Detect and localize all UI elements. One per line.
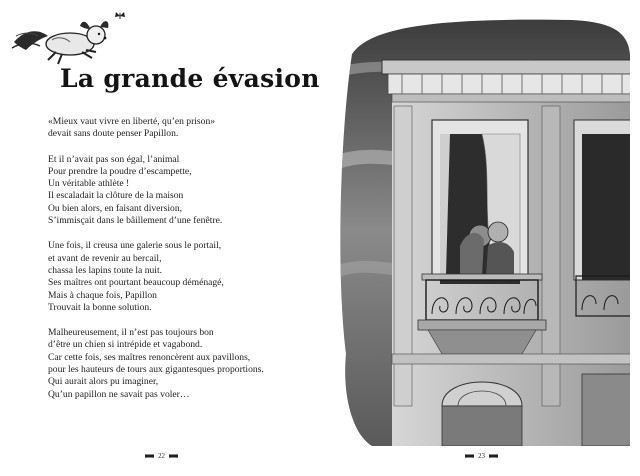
poem-line: Trouvait la bonne solution.	[48, 301, 152, 313]
poem-line: Pour prendre la poudre d’escampette,	[48, 165, 192, 177]
stanza	[48, 154, 310, 228]
poem-line: d’être un chien si intrépide et vagabond.	[48, 339, 203, 351]
bone-icon	[169, 454, 178, 458]
poem-line: Un véritable athlète !	[48, 178, 130, 190]
bone-icon	[465, 454, 474, 458]
page-number-right	[465, 452, 498, 460]
poem-line: Il escaladait la clôture de la maison	[48, 190, 184, 202]
running-dog-icon	[8, 8, 128, 68]
butterfly-icon	[115, 12, 125, 19]
bone-icon	[145, 454, 154, 458]
poem-line: chassa les lapins toute la nuit.	[48, 264, 163, 276]
balcony-illustration	[332, 14, 632, 446]
poem-line: Et il n’avait pas son égal, l’animal	[48, 153, 180, 165]
poem-line: Mais à chaque fois, Papillon	[48, 289, 157, 301]
poem-title: La grande évasion	[60, 64, 320, 93]
poem-body	[48, 116, 310, 414]
stanza	[48, 240, 310, 314]
page-number: 23	[478, 452, 485, 460]
poem-line: Ses maîtres ont pourtant beaucoup déménagé,	[48, 277, 224, 289]
poem-line: Ou bien alors, en faisant diversion,	[48, 202, 183, 214]
bone-icon	[489, 454, 498, 458]
poem-line: Car cette fois, ses maîtres renoncèrent aux pavillons,	[48, 351, 251, 363]
poem-line: Qu’un papillon ne savait pas voler…	[48, 388, 190, 400]
stanza	[48, 327, 310, 401]
stanza	[48, 116, 310, 141]
page-number-left	[145, 452, 178, 460]
poem-line: pour les hauteurs de tours aux gigantesques proportions.	[48, 364, 264, 376]
poem-line: S’immisçait dans le bâillement d’une fenêtre.	[48, 215, 223, 227]
poem-line: Malheureusement, il n’est pas toujours bon	[48, 327, 214, 339]
poem-line: Une fois, il creusa une galerie sous le portail,	[48, 240, 222, 252]
poem-line: «Mieux vaut vivre en liberté, qu’en prison»	[48, 116, 216, 127]
poem-line: devait sans doute penser Papillon.	[48, 128, 179, 140]
poem-line: Qui aurait alors pu imaginer,	[48, 376, 159, 388]
page-number: 22	[158, 452, 165, 460]
poem-line: et avant de revenir au bercail,	[48, 252, 162, 264]
